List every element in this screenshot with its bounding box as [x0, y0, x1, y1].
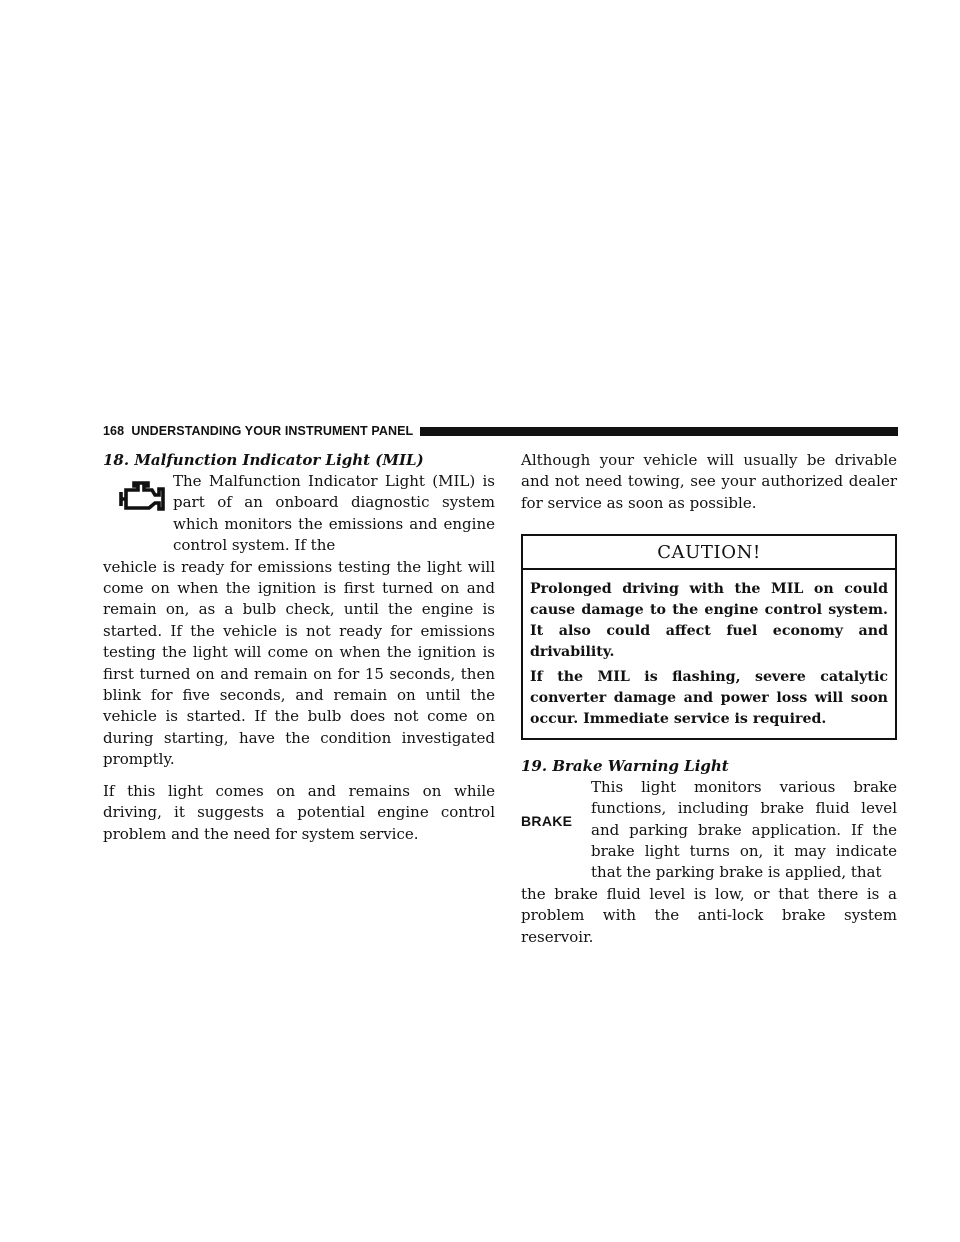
caution-title: CAUTION!	[523, 536, 895, 570]
brake-indented-text: This light monitors various brake functions, including brake fluid level and parking brake application. If the brake light turns on, it may indicate that the parking brake is applied, that	[591, 777, 897, 882]
mil-paragraph-3: Although your vehicle will usually be drivable and not need towing, see your authorized dealer for service as soon as possible.	[521, 451, 897, 512]
page-number: 168	[103, 424, 125, 438]
mil-indented-text: The Malfunction Indicator Light (MIL) is part of an onboard diagnostic system which monitors the emissions and engine control system. If the	[173, 472, 495, 555]
page-header-text	[103, 424, 413, 438]
page-header	[103, 422, 898, 440]
brake-icon-label: BRAKE	[521, 812, 573, 829]
right-column	[521, 450, 897, 948]
caution-body	[523, 570, 895, 738]
mil-indicator-block	[103, 471, 495, 557]
caution-box	[521, 534, 897, 740]
left-column	[103, 450, 495, 845]
mil-heading: 18. Malfunction Indicator Light (MIL)	[103, 451, 424, 469]
caution-text-1: Prolonged driving with the MIL on could cause damage to the engine control system. It also could affect fuel economy and drivability.	[530, 581, 888, 660]
caution-text-2: If the MIL is flashing, severe catalytic converter damage and power loss will soon occur. Immediate service is required.	[530, 669, 888, 727]
check-engine-icon	[103, 471, 173, 557]
section-title: UNDERSTANDING YOUR INSTRUMENT PANEL	[131, 424, 414, 438]
mil-paragraph-2: If this light comes on and remains on while driving, it suggests a potential engine control problem and the need for system service.	[103, 781, 495, 843]
brake-warning-icon	[521, 777, 591, 884]
brake-heading: 19. Brake Warning Light	[521, 756, 729, 775]
brake-body: the brake fluid level is low, or that there is a problem with the anti-lock brake system reservoir.	[521, 884, 897, 946]
header-rule	[420, 427, 898, 436]
brake-indicator-block	[521, 777, 897, 884]
mil-body: vehicle is ready for emissions testing the light will come on when the ignition is first turned on and remain on, as a bulb check, until the engine is started. If the vehicle is not ready for emissions testing the light will come on when the ignition is first turned on and remain on for 15 seconds, then blink for five seconds, and remain on until the vehicle is started. If the bulb does not come on during starting, have the condition investigated promptly.	[103, 557, 495, 769]
